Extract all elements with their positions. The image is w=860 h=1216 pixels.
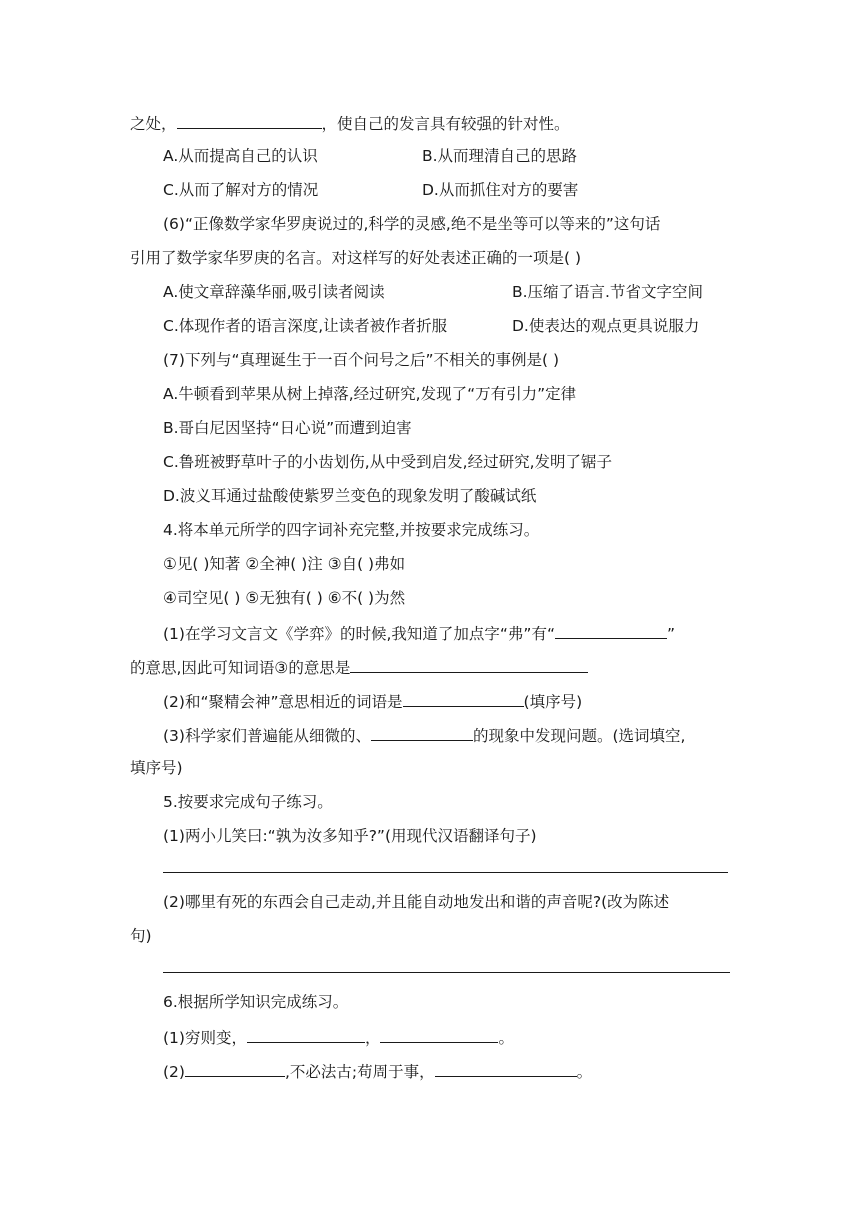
section-4-q1-line1: (1)在学习文言文《学弈》的时候,我知道了加点字“弗”有“ ”	[163, 622, 675, 644]
option-d: D.从而抓住对方的要害	[422, 181, 579, 199]
option-d: D.使表达的观点更具说服力	[512, 317, 700, 335]
answer-blank[interactable]	[371, 724, 473, 741]
option-a: A.牛顿看到苹果从树上掉落,经过研究,发现了“万有引力”定律	[163, 385, 577, 403]
section-4-q3-line1: (3)科学家们普遍能从细微的、 的现象中发现问题。(选词填空,	[163, 724, 685, 746]
option-c: C.鲁班被野草叶子的小齿划伤,从中受到启发,经过研究,发明了锯子	[163, 453, 613, 471]
answer-blank[interactable]	[350, 656, 588, 673]
section-6-q1: (1)穷则变， ， 。	[163, 1026, 514, 1048]
question-7-stem: (7)下列与“真理诞生于一百个问号之后”不相关的事例是( )	[163, 351, 560, 369]
idiom-row-1: ①见( )知著 ②全神( )注 ③自( )弗如	[163, 555, 406, 573]
answer-blank[interactable]	[247, 1026, 365, 1043]
section-4-q3-line2: 填序号)	[130, 759, 183, 777]
answer-blank[interactable]	[555, 622, 667, 639]
option-c: C.从而了解对方的情况	[163, 181, 319, 199]
section-5-q2-line2: 句)	[130, 927, 152, 945]
q3-5-stem-fragment: 之处， ，使自己的发言具有较强的针对性。	[130, 112, 570, 134]
answer-blank[interactable]	[380, 1026, 498, 1043]
answer-blank[interactable]	[177, 112, 322, 129]
answer-blank[interactable]	[435, 1060, 577, 1077]
section-6-title: 6.根据所学知识完成练习。	[163, 993, 349, 1011]
idiom-row-2: ④司空见( ) ⑤无独有( ) ⑥不( )为然	[163, 589, 406, 607]
option-a: A.从而提高自己的认识	[163, 147, 318, 165]
option-d: D.波义耳通过盐酸使紫罗兰变色的现象发明了酸碱试纸	[163, 487, 537, 505]
answer-line[interactable]	[163, 872, 728, 873]
option-b: B.压缩了语言.节省文字空间	[512, 283, 703, 301]
section-6-q2: (2) ,不必法古;苟周于事， 。	[163, 1060, 592, 1082]
answer-blank[interactable]	[403, 690, 524, 707]
question-6-line1: (6)“正像数学家华罗庚说过的,科学的灵感,绝不是坐等可以等来的”这句话	[163, 215, 661, 233]
answer-blank[interactable]	[185, 1060, 285, 1077]
option-b: B.哥白尼因坚持“日心说”而遭到迫害	[163, 419, 412, 437]
section-5-q1: (1)两小儿笑曰:“孰为汝多知乎?”(用现代汉语翻译句子)	[163, 827, 537, 845]
option-b: B.从而理清自己的思路	[422, 147, 578, 165]
section-5-title: 5.按要求完成句子练习。	[163, 793, 333, 811]
option-a: A.使文章辞藻华丽,吸引读者阅读	[163, 283, 385, 301]
question-6-line2: 引用了数学家华罗庚的名言。对这样写的好处表述正确的一项是( )	[130, 249, 582, 267]
section-4-q2: (2)和“聚精会神”意思相近的词语是 (填序号)	[163, 690, 582, 712]
section-5-q2-line1: (2)哪里有死的东西会自己走动,并且能自动地发出和谐的声音呢?(改为陈述	[163, 893, 670, 911]
option-c: C.体现作者的语言深度,让读者被作者折服	[163, 317, 448, 335]
section-4-title: 4.将本单元所学的四字词补充完整,并按要求完成练习。	[163, 521, 540, 539]
section-4-q1-line2: 的意思,因此可知词语③的意思是	[130, 656, 588, 678]
answer-line[interactable]	[163, 972, 730, 973]
